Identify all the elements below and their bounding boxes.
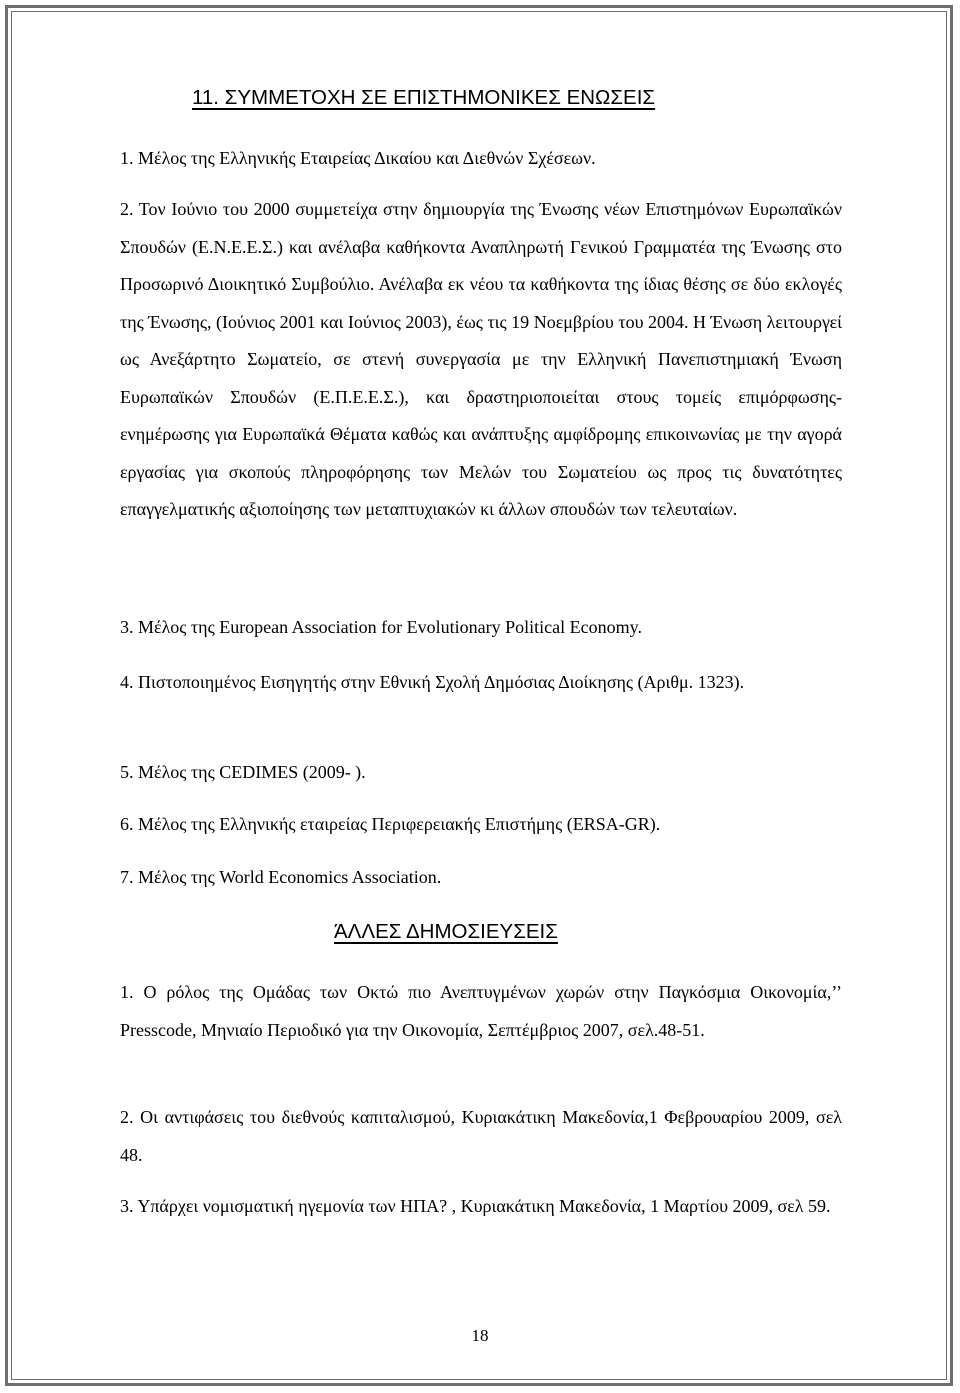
list-item: 1. Μέλος της Ελληνικής Εταιρείας Δικαίου και Διεθνών Σχέσεων. [120,148,596,168]
list-item: 6. Μέλος της Ελληνικής εταιρείας Περιφερειακής Επιστήμης (ERSA-GR). [120,814,661,834]
publication-item: 2. Οι αντιφάσεις του διεθνούς καπιταλισμού, Κυριακάτικη Μακεδονία,1 Φεβρουαρίου 2009, σελ 48. [120,1107,842,1165]
section-heading-scientific-unions: 11. ΣΥΜΜΕΤΟΧΗ ΣΕ ΕΠΙΣΤΗΜΟΝΙΚΕΣ ΕΝΩΣΕΙΣ [192,86,656,109]
page-number: 18 [471,1326,489,1345]
list-item: 7. Μέλος της World Economics Association. [120,867,442,887]
list-item: 4. Πιστοποιημένος Εισηγητής στην Εθνική Σχολή Δημόσιας Διοίκησης (Αριθμ. 1323). [120,672,745,692]
list-item: 2. Τον Ιούνιο του 2000 συμμετείχα στην δημιουργία της Ένωσης νέων Επιστημόνων Ευρωπαϊκών Σπουδών (Ε.Ν.Ε.Ε.Σ.) και ανέλαβα καθήκοντα Αναπληρωτή Γενικού Γραμματέα της Ένωσης στο Προσωρινό Διοικητικό Συμβούλιο. Ανέλαβα εκ νέου τα καθήκοντα της ίδιας θέσης σε δύο εκλογές της Ένωσης, (Ιούνιος 2001 και Ιούνιος 2003), έως τις 19 Νοεμβρίου του 2004. Η Ένωση λειτουργεί ως Ανεξάρτητο Σωματείο, σε στενή συνεργασία με την Ελληνική Πανεπιστημιακή Ένωση Ευρωπαϊκών Σπουδών (Ε.Π.Ε.Ε.Σ.), και δραστηριοποιείται στους τομείς επιμόρφωσης-ενημέρωσης για Ευρωπαϊκά Θέματα καθώς και ανάπτυξης αμφίδρομης επικοινωνίας με την αγορά εργασίας για σκοπούς πληροφόρησης των Μελών του Σωματείου ως προς τις δυνατότητες επαγγελματικής αξιοποίησης των μεταπτυχιακών κι άλλων σπουδών των τελευταίων. [120,199,842,519]
section-heading-other-publications: ΆΛΛΕΣ ΔΗΜΟΣΙΕΥΣΕΙΣ [334,920,558,943]
publication-item: 3. Υπάρχει νομισματική ηγεμονία των ΗΠΑ? , Κυριακάτικη Μακεδονία, 1 Μαρτίου 2009, σελ 59. [120,1196,831,1216]
list-item: 3. Μέλος της European Association for Evolutionary Political Economy. [120,617,642,637]
list-item: 5. Μέλος της CEDIMES (2009- ). [120,762,366,782]
publication-item: 1. Ο ρόλος της Ομάδας των Οκτώ πιο Ανεπτυγμένων χωρών στην Παγκόσμια Οικονομία,’’ Presscode, Μηνιαίο Περιοδικό για την Οικονομία, Σεπτέμβριος 2007, σελ.48-51. [120,982,842,1040]
